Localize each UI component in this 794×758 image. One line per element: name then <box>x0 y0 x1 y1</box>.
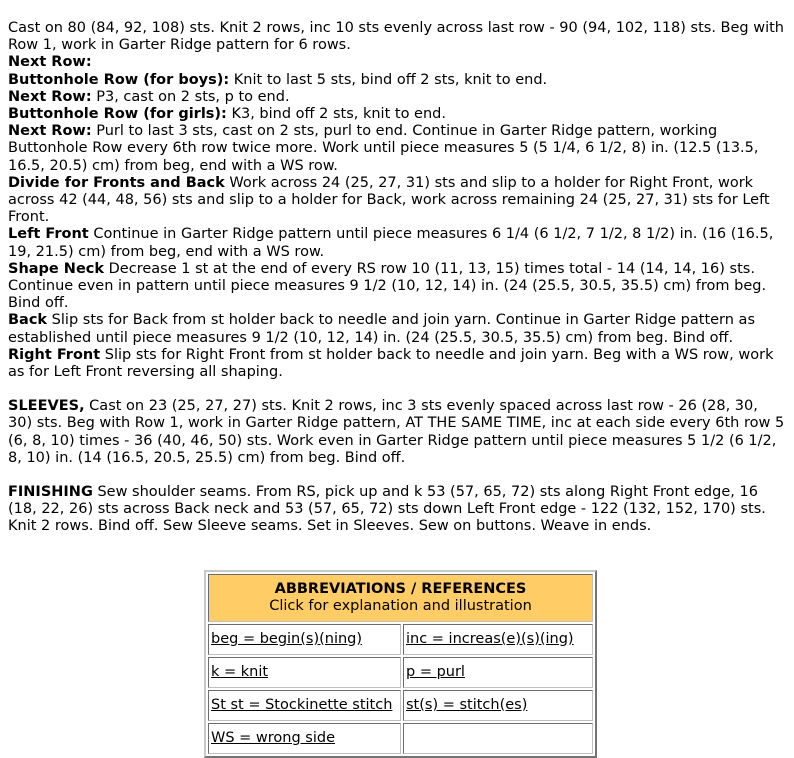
spacer <box>8 381 786 398</box>
abbr-cell <box>208 723 401 754</box>
heading: Buttonhole Row (for girls): <box>8 106 227 123</box>
paragraph-text: Cast on 80 (84, 92, 108) sts. Knit 2 rows, inc 10 sts evenly across last row - 90 (94, 102, 118) sts. Beg with Row 1, work in Garter Ridge pattern for 6 rows. <box>8 20 784 54</box>
heading: Left Front <box>8 226 89 243</box>
spacer <box>8 467 786 484</box>
heading: FINISHING <box>8 484 93 501</box>
heading: Next Row: <box>8 123 92 140</box>
abbr-link-beg[interactable]: beg = begin(s)(ning) <box>211 630 363 647</box>
abbr-cell <box>403 624 593 655</box>
paragraph-text: Cast on 23 (25, 27, 27) sts. Knit 2 rows, inc 3 sts evenly spaced across last row - 26 (28, 30, 30) sts. Beg with Row 1, work in Garter Ridge pattern, AT THE SAME TIME, inc at each side every 6th row 5 (6, 8, 10) times - 36 (40, 46, 50) sts. Work even in Garter Ridge pattern until piece measures 5 1/2 (6 1/2, 8, 10) in. (14 (16.5, 20.5, 25.5) cm) from beg. Bind off. <box>8 398 785 466</box>
paragraph-text: Continue in Garter Ridge pattern until piece measures 6 1/4 (6 1/2, 7 1/2, 8 1/2) in. (16 (16.5, 19, 21.5) cm) from beg, end with a WS row. <box>8 226 774 260</box>
heading: SLEEVES, <box>8 398 85 415</box>
abbr-link-st-st[interactable]: St st = Stockinette stitch <box>211 696 393 713</box>
abbr-cell <box>208 657 401 688</box>
abbr-cell-empty <box>403 723 593 754</box>
heading: Next Row: <box>8 88 92 105</box>
abbreviations-title: ABBREVIATIONS / REFERENCES <box>274 581 527 597</box>
heading: Next Row: <box>8 54 92 71</box>
abbr-cell <box>403 657 593 688</box>
cast-on-paragraph <box>8 20 786 54</box>
abbreviations-header <box>208 574 593 622</box>
abbreviations-box <box>204 570 597 758</box>
sleeves-paragraph <box>8 398 786 467</box>
abbr-cell <box>403 690 593 721</box>
pattern-instructions <box>8 20 786 536</box>
abbreviations-table <box>204 570 597 758</box>
finishing-paragraph <box>8 484 786 536</box>
abbr-link-ws[interactable]: WS = wrong side <box>211 729 335 746</box>
heading: Divide for Fronts and Back <box>8 174 225 191</box>
paragraph-text: Sew shoulder seams. From RS, pick up and k 53 (57, 65, 72) sts along Right Front edge, 16 (18, 22, 26) sts across Back neck and 53 (57, 65, 72) sts down Left Front edge - 122 (132, 152, 170) sts. Knit 2 rows. Bind off. Sew Sleeve seams. Set in Sleeves. Sew on buttons. Weave in ends. <box>8 484 766 535</box>
next-row-paragraph <box>8 89 786 106</box>
abbr-link-sts[interactable]: st(s) = stitch(es) <box>406 696 528 713</box>
paragraph-text: Decrease 1 st at the end of every RS row 10 (11, 13, 15) times total - 14 (14, 14, 16) sts. Continue even in pattern until piece measures 9 1/2 (10, 12, 14) in. (24 (25.5, 30.5, 35.5) cm) from beg. Bind off. <box>8 260 767 312</box>
heading: Shape Neck <box>8 260 105 277</box>
right-front-paragraph <box>8 347 786 381</box>
abbr-cell <box>208 624 401 655</box>
heading: Right Front <box>8 346 101 363</box>
paragraph-text: Slip sts for Back from st holder back to needle and join yarn. Continue in Garter Ridge pattern as established until piece measures 9 1/2 (10, 12, 14) in. (24 (25.5, 30.5, 35.5) cm) from beg. Bind off. <box>8 312 756 346</box>
heading: Buttonhole Row (for boys): <box>8 71 230 88</box>
paragraph-text: Slip sts for Right Front from st holder back to needle and join yarn. Beg with a WS row, work as for Left Front reversing all shaping. <box>8 346 774 381</box>
abbr-cell <box>208 690 401 721</box>
buttonhole-boys-paragraph <box>8 72 786 89</box>
buttonhole-girls-paragraph <box>8 106 786 123</box>
paragraph-text: P3, cast on 2 sts, p to end. <box>91 88 290 105</box>
heading: Back <box>8 312 48 329</box>
paragraph-text: Knit to last 5 sts, bind off 2 sts, knit to end. <box>229 71 548 88</box>
paragraph-text: Purl to last 3 sts, cast on 2 sts, purl to end. Continue in Garter Ridge pattern, working Buttonhole Row every 6th row twice more. Work until piece measures 5 (5 1/4, 6 1/2, 8) in. (12.5 (13.5, 16.5, 20.5) cm) from beg, end with a WS row. <box>8 123 759 174</box>
shape-neck-paragraph <box>8 261 786 313</box>
paragraph-text: Work across 24 (25, 27, 31) sts and slip to a holder for Right Front, work across 42 (44, 48, 56) sts and slip to a holder for Back, work across remaining 24 (25, 27, 31) sts for Left Front. <box>8 174 770 226</box>
abbr-link-p[interactable]: p = purl <box>406 663 465 680</box>
next-row-paragraph <box>8 123 786 175</box>
abbr-link-inc[interactable]: inc = increas(e)(s)(ing) <box>406 630 574 647</box>
next-row-paragraph <box>8 54 786 71</box>
abbreviations-subtitle: Click for explanation and illustration <box>269 598 532 614</box>
abbr-link-k[interactable]: k = knit <box>211 663 269 680</box>
paragraph-text: K3, bind off 2 sts, knit to end. <box>226 106 446 123</box>
back-paragraph <box>8 312 786 346</box>
divide-paragraph <box>8 175 786 227</box>
left-front-paragraph <box>8 226 786 260</box>
